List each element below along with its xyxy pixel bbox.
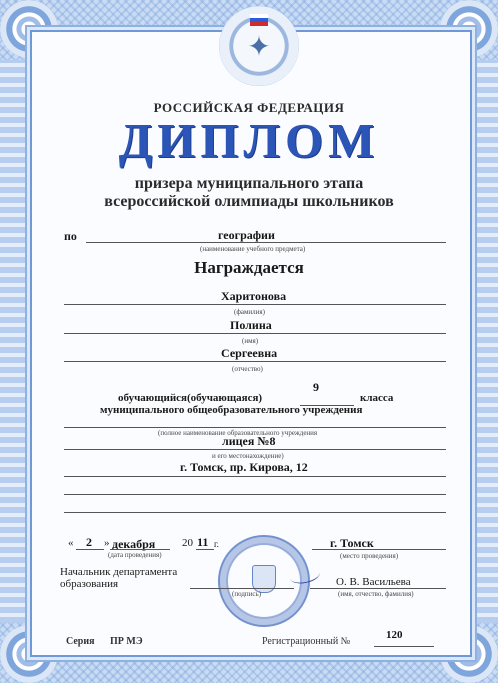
patronymic-value: Сергеевна <box>221 346 278 360</box>
emblem-book-icon: ✦ <box>247 32 271 63</box>
signature-caption: (подпись) <box>232 590 262 598</box>
surname-value: Харитонова <box>221 289 287 303</box>
signatory-title-2: образования <box>60 578 119 590</box>
diploma-title: ДИПЛОМ <box>118 113 380 168</box>
patronymic-caption: (отчество) <box>232 365 263 373</box>
event-place: г. Томск <box>330 536 374 550</box>
first-name-caption: (имя) <box>242 337 259 345</box>
blank-line-2 <box>64 512 446 513</box>
registration-line <box>374 646 434 647</box>
date-day: 2 <box>86 535 92 549</box>
subject-value: географии <box>218 228 275 242</box>
school-name: лицея №8 <box>222 434 276 448</box>
date-caption: (дата проведения) <box>108 551 162 559</box>
russian-flag-icon <box>250 14 268 26</box>
patronymic-line <box>64 361 446 362</box>
student-label: обучающийся(обучающаяся) <box>118 392 263 404</box>
school-name-line <box>64 449 446 450</box>
place-line <box>312 549 446 550</box>
location-caption: и его местонахождение) <box>212 452 284 460</box>
registration-number: 120 <box>386 629 403 641</box>
class-label: класса <box>360 392 394 404</box>
signatory-name: О. В. Васильева <box>336 576 411 588</box>
subtitle-line-2: всероссийской олимпиады школьников <box>104 193 394 210</box>
date-close-quote: » <box>104 537 110 549</box>
series-label: Серия <box>66 636 95 647</box>
date-month: декабря <box>112 537 156 551</box>
year-prefix: 20 <box>182 537 193 549</box>
signatory-name-line <box>310 588 446 589</box>
signature-line <box>190 588 294 589</box>
first-name-line <box>64 333 446 334</box>
school-address: г. Томск, пр. Кирова, 12 <box>180 460 308 474</box>
place-caption: (место проведения) <box>340 552 399 560</box>
year-unit: г. <box>214 539 219 549</box>
blank-line-1 <box>64 494 446 495</box>
month-line <box>110 549 170 550</box>
subtitle-line-1: призера муниципального этапа <box>134 175 364 192</box>
surname-line <box>64 304 446 305</box>
grade-value: 9 <box>313 380 319 394</box>
year-line <box>196 549 214 550</box>
series-value: ПР МЭ <box>110 636 143 647</box>
school-line <box>64 427 446 428</box>
awarded-heading: Награждается <box>194 258 304 277</box>
signatory-name-caption: (имя, отчество, фамилия) <box>338 590 414 598</box>
subject-prefix: по <box>64 229 77 243</box>
subject-caption: (наименование учебного предмета) <box>200 245 306 253</box>
school-type: муниципального общеобразовательного учреждения <box>100 404 363 416</box>
date-open-quote: « <box>68 537 74 549</box>
school-caption: (полное наименование образовательного учреждения <box>158 429 318 437</box>
surname-caption: (фамилия) <box>234 308 265 316</box>
first-name-value: Полина <box>230 318 272 332</box>
country-heading: РОССИЙСКАЯ ФЕДЕРАЦИЯ <box>153 100 345 115</box>
year-suffix: 11 <box>197 535 209 549</box>
signatory-title-1: Начальник департамента <box>60 566 178 578</box>
registration-label: Регистрационный № <box>262 636 351 647</box>
address-line <box>64 476 446 477</box>
